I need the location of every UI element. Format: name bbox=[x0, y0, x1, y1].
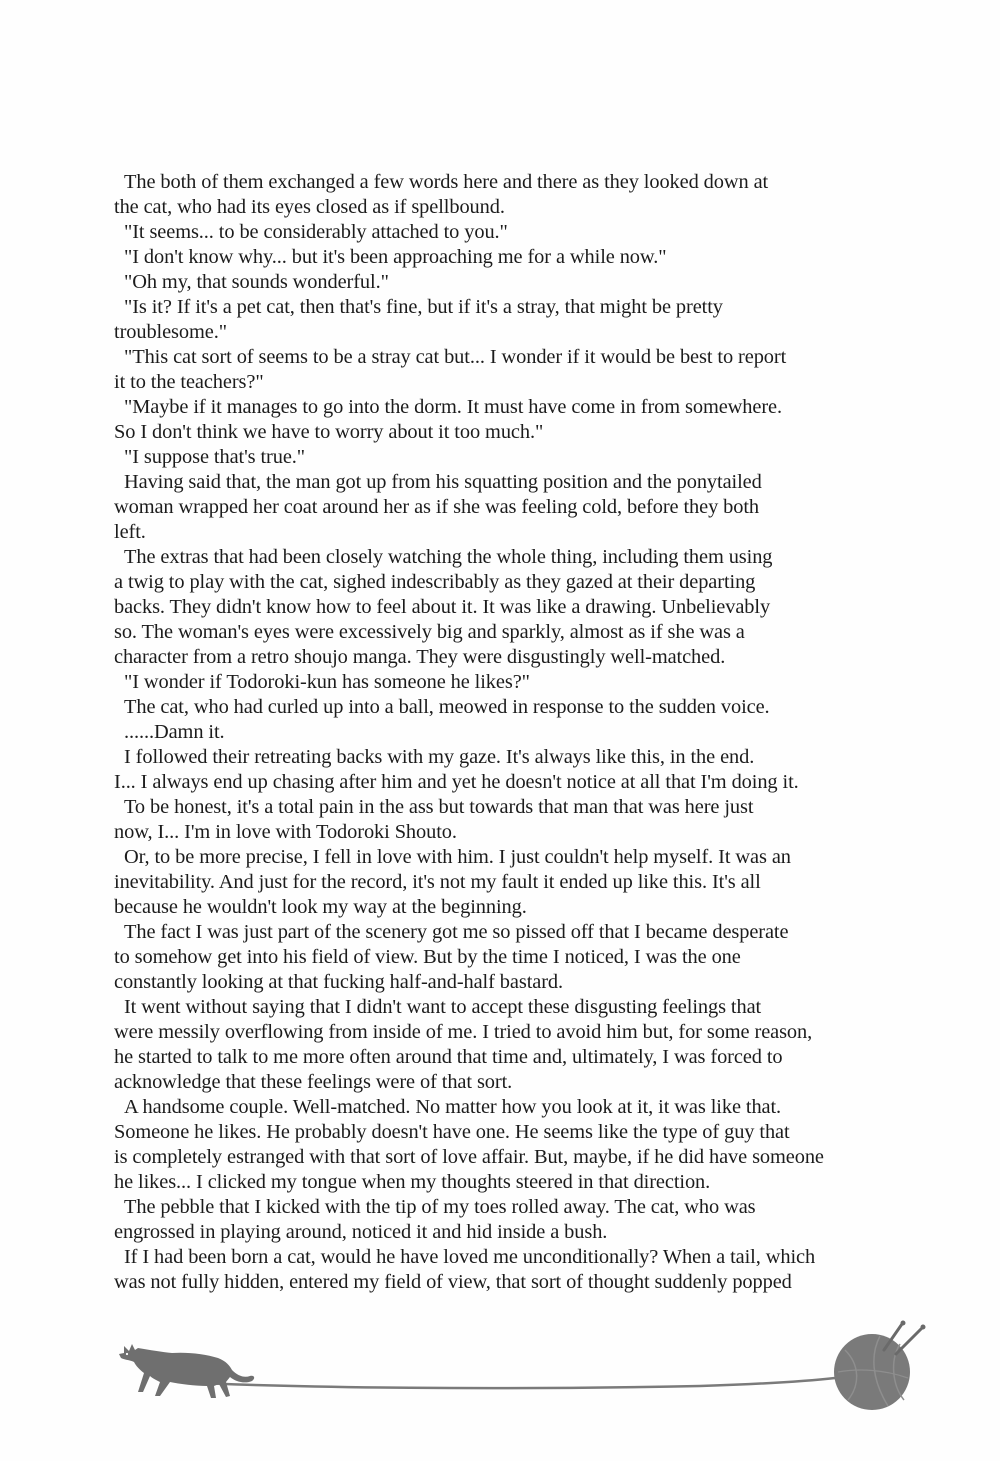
text-line: to somehow get into his field of view. But by the time I noticed, I was the one bbox=[114, 946, 741, 968]
text-line: The extras that had been closely watching the whole thing, including them using bbox=[114, 546, 773, 568]
text-line: inevitability. And just for the record, it's not my fault it ended up like this. It's all bbox=[114, 871, 761, 893]
text-line: backs. They didn't know how to feel about it. It was like a drawing. Unbelievably bbox=[114, 596, 771, 618]
text-line: "Is it? If it's a pet cat, then that's fine, but if it's a stray, that might be pretty bbox=[114, 296, 723, 318]
text-line: character from a retro shoujo manga. They were disgustingly well-matched. bbox=[114, 646, 726, 668]
text-line: was not fully hidden, entered my field of view, that sort of thought suddenly popped bbox=[114, 1271, 792, 1293]
text-line: "It seems... to be considerably attached to you." bbox=[114, 221, 508, 243]
text-line: is completely estranged with that sort of love affair. But, maybe, if he did have someone bbox=[114, 1146, 824, 1168]
text-line: "Maybe if it manages to go into the dorm. It must have come in from somewhere. bbox=[114, 396, 782, 418]
text-line: The cat, who had curled up into a ball, meowed in response to the sudden voice. bbox=[114, 696, 770, 718]
text-line: acknowledge that these feelings were of that sort. bbox=[114, 1071, 513, 1093]
text-line: So I don't think we have to worry about it too much." bbox=[114, 421, 544, 443]
text-line: The fact I was just part of the scenery got me so pissed off that I became desperate bbox=[114, 921, 789, 943]
text-line: it to the teachers?" bbox=[114, 371, 264, 393]
body-text bbox=[114, 170, 914, 1295]
text-line: I followed their retreating backs with my gaze. It's always like this, in the end. bbox=[114, 746, 755, 768]
text-line: The pebble that I kicked with the tip of my toes rolled away. The cat, who was bbox=[114, 1196, 756, 1218]
yarn-thread bbox=[178, 1378, 835, 1388]
cat-silhouette-icon bbox=[119, 1344, 254, 1398]
text-line: were messily overflowing from inside of me. I tried to avoid him but, for some reason, bbox=[114, 1021, 813, 1043]
text-line: engrossed in playing around, noticed it and hid inside a bush. bbox=[114, 1221, 608, 1243]
text-line: "I wonder if Todoroki-kun has someone he likes?" bbox=[114, 671, 530, 693]
text-line: "I don't know why... but it's been approaching me for a while now." bbox=[114, 246, 667, 268]
text-line: It went without saying that I didn't want to accept these disgusting feelings that bbox=[114, 996, 762, 1018]
text-line: "I suppose that's true." bbox=[114, 446, 306, 468]
text-line: troublesome." bbox=[114, 321, 227, 343]
text-line: The both of them exchanged a few words here and there as they looked down at bbox=[114, 171, 769, 193]
text-line: the cat, who had its eyes closed as if spellbound. bbox=[114, 196, 505, 218]
text-line: I... I always end up chasing after him and yet he doesn't notice at all that I'm doing it. bbox=[114, 771, 799, 793]
text-line: so. The woman's eyes were excessively big and sparkly, almost as if she was a bbox=[114, 621, 745, 643]
text-line: To be honest, it's a total pain in the ass but towards that man that was here just bbox=[114, 796, 754, 818]
text-line: ......Damn it. bbox=[114, 721, 225, 743]
footer-decoration bbox=[0, 1320, 1000, 1420]
text-line: woman wrapped her coat around her as if she was feeling cold, before they both bbox=[114, 496, 760, 518]
text-line: a twig to play with the cat, sighed indescribably as they gazed at their departing bbox=[114, 571, 756, 593]
yarn-ball-icon bbox=[834, 1334, 910, 1410]
text-line: he likes... I clicked my tongue when my thoughts steered in that direction. bbox=[114, 1171, 711, 1193]
footer-svg bbox=[0, 1320, 1000, 1420]
text-line: now, I... I'm in love with Todoroki Shouto. bbox=[114, 821, 457, 843]
text-line: he started to talk to me more often around that time and, ultimately, I was forced to bbox=[114, 1046, 783, 1068]
text-line: "Oh my, that sounds wonderful." bbox=[114, 271, 389, 293]
text-line: because he wouldn't look my way at the beginning. bbox=[114, 896, 527, 918]
text-line: Having said that, the man got up from his squatting position and the ponytailed bbox=[114, 471, 762, 493]
text-line: Or, to be more precise, I fell in love with him. I just couldn't help myself. It was an bbox=[114, 846, 791, 868]
text-line: Someone he likes. He probably doesn't have one. He seems like the type of guy that bbox=[114, 1121, 790, 1143]
text-line: A handsome couple. Well-matched. No matter how you look at it, it was like that. bbox=[114, 1096, 782, 1118]
text-line: "This cat sort of seems to be a stray cat but... I wonder if it would be best to report bbox=[114, 346, 787, 368]
text-line: If I had been born a cat, would he have loved me unconditionally? When a tail, which bbox=[114, 1246, 816, 1268]
text-line: constantly looking at that fucking half-and-half bastard. bbox=[114, 971, 563, 993]
text-line: left. bbox=[114, 521, 146, 543]
